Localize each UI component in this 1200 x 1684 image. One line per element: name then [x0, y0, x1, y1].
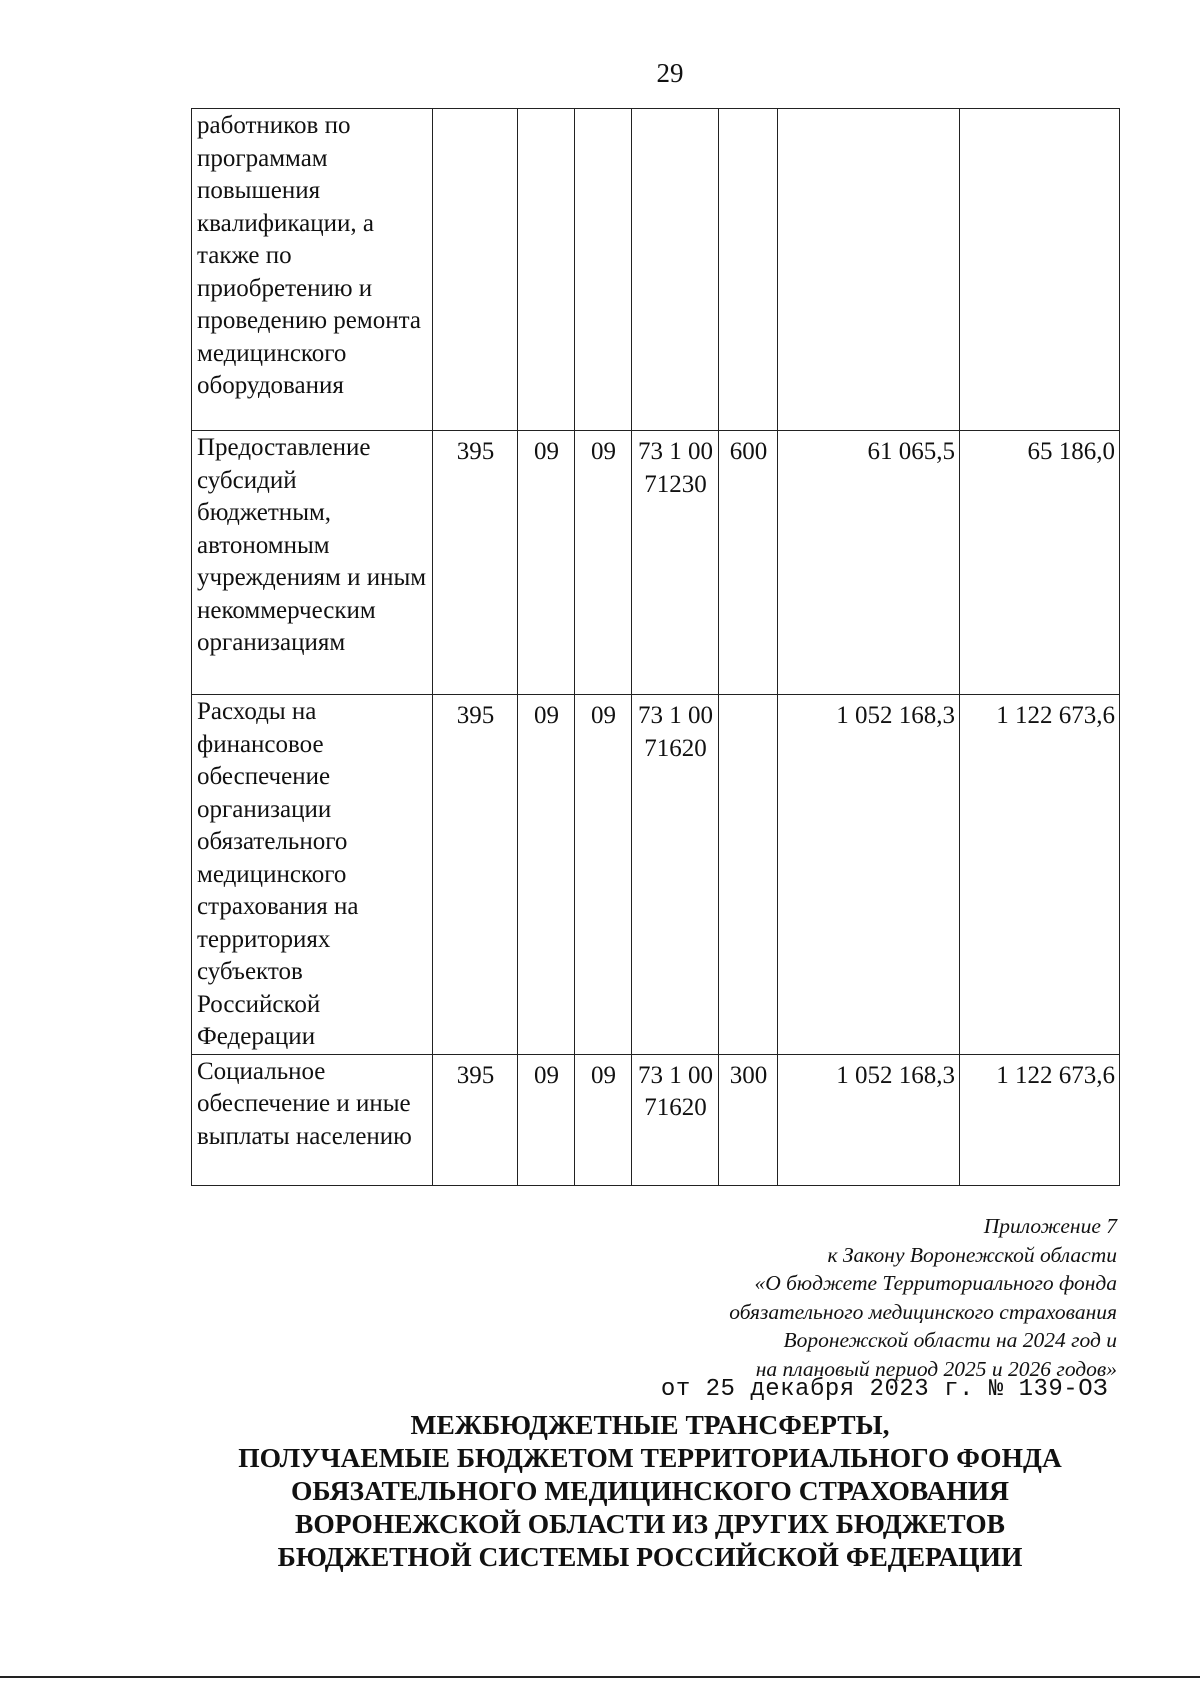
- subsection-cell: 09: [575, 1054, 632, 1185]
- row-name-cell: Расходы на финансовое обеспечение организации обязательного медицинского страхования на территориях субъектов Российской Федерации: [192, 695, 433, 1055]
- appendix-note: [729, 1212, 1117, 1383]
- target-article-cell: [632, 109, 719, 431]
- appendix-line: на плановый период 2025 и 2026 годов»: [755, 1356, 1117, 1381]
- sum-2025-cell: 61 065,5: [778, 431, 960, 695]
- table-row: [192, 1054, 1120, 1185]
- sum-2026-cell: 65 186,0: [960, 431, 1120, 695]
- row-name-cell: Предоставление субсидий бюджетным, автономным учреждениям и иным некоммерческим организациям: [192, 431, 433, 695]
- row-name-cell: Социальное обеспечение и иные выплаты населению: [192, 1054, 433, 1185]
- section-cell: 09: [518, 1054, 575, 1185]
- sum-2025-cell: 1 052 168,3: [778, 695, 960, 1055]
- appendix-line: обязательного медицинского страхования: [729, 1299, 1117, 1324]
- appendix-line: Воронежской области на 2024 год и: [783, 1328, 1117, 1352]
- expense-type-cell: [719, 695, 778, 1055]
- appendix-line: к Закону Воронежской области: [827, 1242, 1117, 1267]
- subsection-cell: [575, 109, 632, 431]
- grbs-cell: 395: [433, 431, 518, 695]
- sum-2025-cell: [778, 109, 960, 431]
- section-cell: 09: [518, 431, 575, 695]
- budget-table: [191, 108, 1120, 1186]
- appendix-line: «О бюджете Территориального фонда: [754, 1271, 1117, 1295]
- table-row: [192, 431, 1120, 695]
- heading-line: ОБЯЗАТЕЛЬНОГО МЕДИЦИНСКОГО СТРАХОВАНИЯ: [291, 1475, 1009, 1506]
- subsection-cell: 09: [575, 695, 632, 1055]
- expense-type-cell: 600: [719, 431, 778, 695]
- document-heading: [180, 1408, 1120, 1573]
- sum-2025-cell: 1 052 168,3: [778, 1054, 960, 1185]
- table-row: [192, 695, 1120, 1055]
- heading-line: БЮДЖЕТНОЙ СИСТЕМЫ РОССИЙСКОЙ ФЕДЕРАЦИИ: [277, 1541, 1023, 1572]
- sum-2026-cell: 1 122 673,6: [960, 695, 1120, 1055]
- grbs-cell: [433, 109, 518, 431]
- heading-line: ВОРОНЕЖСКОЙ ОБЛАСТИ ИЗ ДРУГИХ БЮДЖЕТОВ: [295, 1508, 1005, 1539]
- heading-line: МЕЖБЮДЖЕТНЫЕ ТРАНСФЕРТЫ,: [410, 1409, 890, 1440]
- target-article-cell: 73 1 00 71230: [632, 431, 719, 695]
- page-number: 29: [656, 58, 684, 88]
- grbs-cell: 395: [433, 695, 518, 1055]
- section-cell: [518, 109, 575, 431]
- sum-2026-cell: 1 122 673,6: [960, 1054, 1120, 1185]
- heading-line: ПОЛУЧАЕМЫЕ БЮДЖЕТОМ ТЕРРИТОРИАЛЬНОГО ФОНДА: [238, 1442, 1062, 1473]
- law-date-stamp: от 25 декабря 2023 г. № 139-ОЗ: [660, 1376, 1108, 1403]
- grbs-cell: 395: [433, 1054, 518, 1185]
- sum-2026-cell: [960, 109, 1120, 431]
- subsection-cell: 09: [575, 431, 632, 695]
- row-name-cell: работников по программам повышения квалификации, а также по приобретению и проведению ремонта медицинского оборудования: [192, 109, 433, 431]
- table-row: [192, 109, 1120, 431]
- target-article-cell: 73 1 00 71620: [632, 695, 719, 1055]
- expense-type-cell: 300: [719, 1054, 778, 1185]
- section-cell: 09: [518, 695, 575, 1055]
- bottom-divider: [0, 1676, 1200, 1678]
- target-article-cell: 73 1 00 71620: [632, 1054, 719, 1185]
- expense-type-cell: [719, 109, 778, 431]
- appendix-line: Приложение 7: [983, 1214, 1117, 1238]
